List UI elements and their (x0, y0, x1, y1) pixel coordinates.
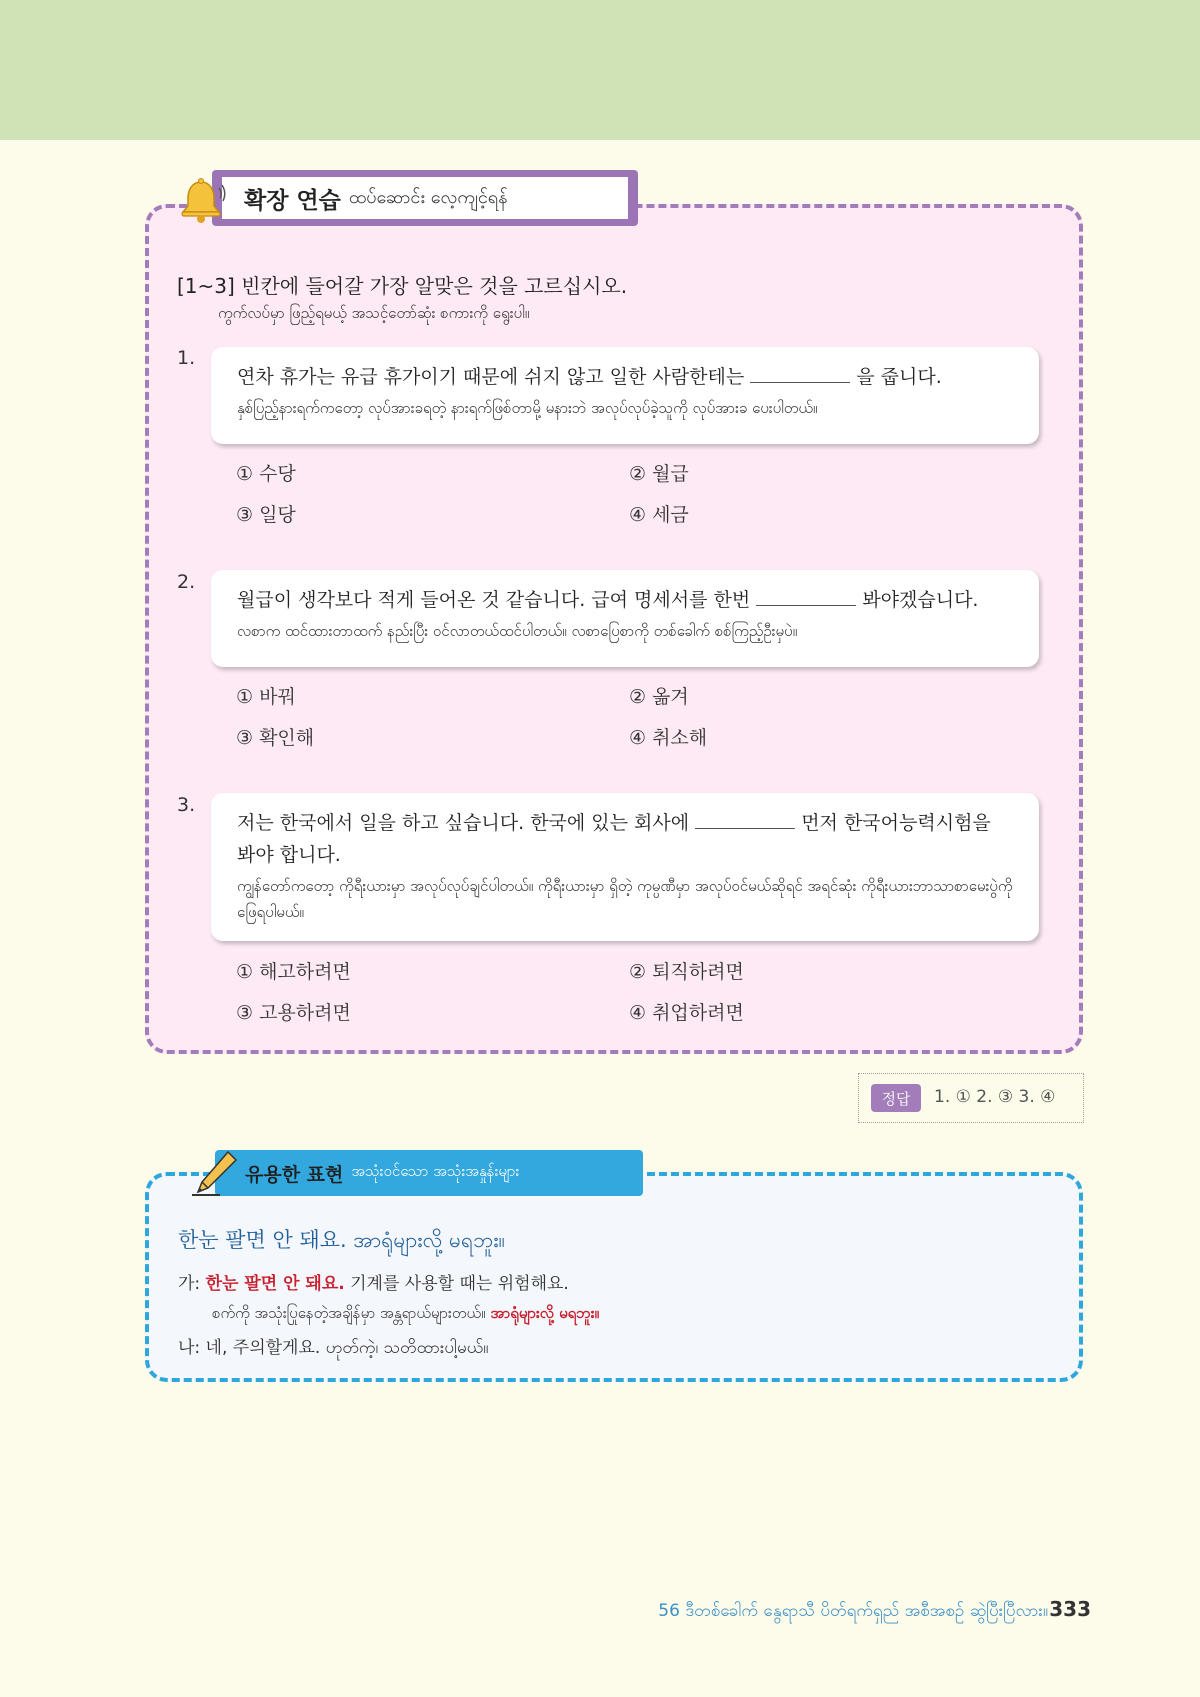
question-card (211, 793, 1039, 941)
question-translation: ကျွန်တော်ကတော့ ကိုရီးယားမှာ အလုပ်လုပ်ချင်ပါတယ်။ ကိုရီးယားမှာ ရှိတဲ့ ကုမ္ပဏီမှာ အလုပ်ဝင်မယ်ဆိုရင် အရင်ဆုံး ကိုရီးယားဘာသာစာမေးပွဲကို ဖြေရပါမယ်။ (237, 877, 1013, 921)
question-text: 저는 한국에서 일을 하고 싶습니다. 한국에 있는 회사에 (237, 812, 690, 834)
dialogue-line-translation: စက်ကို အသုံးပြုနေတဲ့အချိန်မှာ အန္တရာယ်များတယ်။ အာရုံများလို့ မရဘူး။ (212, 1304, 600, 1322)
option[interactable]: ③ 확인해 (236, 727, 315, 749)
question-text: 연차 휴가는 유급 휴가이기 때문에 쉬지 않고 일한 사람한테는 (237, 366, 745, 388)
question-number: 3. (177, 794, 196, 816)
answer-blank (756, 587, 856, 606)
option[interactable]: ② 옮겨 (629, 686, 689, 708)
option[interactable]: ① 바꿔 (236, 686, 296, 708)
answer-label: 정답 (871, 1084, 921, 1112)
option[interactable]: ① 수당 (236, 463, 296, 485)
question-number: 1. (177, 347, 196, 369)
question-card (211, 570, 1039, 667)
question-text: 월급이 생각보다 적게 들어온 것 같습니다. 급여 명세서를 한번 (237, 589, 751, 611)
question-text-end: 먼저 한국어능력시험을 봐야 합니다. (237, 812, 991, 866)
practice-subtitle: ထပ်ဆောင်း လေ့ကျင့်ရန် (348, 186, 508, 208)
page-number: 333 (1049, 1597, 1091, 1621)
option[interactable]: ④ 취소해 (629, 727, 708, 749)
answer-key (858, 1073, 1084, 1123)
top-color-band (0, 0, 1200, 140)
question-number: 2. (177, 571, 196, 593)
instruction-burmese: ကွက်လပ်မှာ ဖြည့်ရမယ့် အသင့်တော်ဆုံး စကားကို ရွေးပါ။ (218, 304, 530, 322)
answer-text: 1. ① 2. ③ 3. ④ (934, 1087, 1056, 1107)
instruction-korean: [1~3] 빈칸에 들어갈 가장 알맞은 것을 고르십시오. (177, 274, 628, 298)
option[interactable]: ③ 고용하려면 (236, 1002, 351, 1024)
question-translation: လစာက ထင်ထားတာထက် နည်းပြီး ဝင်လာတယ်ထင်ပါတယ်။ လစာပြေစာကို တစ်ခေါက် စစ်ကြည့်ဦးမှပဲ။ (237, 622, 798, 640)
chapter-footer: 56 ဒီတစ်ခေါက် နွေရာသီ ပိတ်ရက်ရှည် အစီအစဉ် ဆွဲပြီးပြီလား။ (658, 1601, 1048, 1621)
highlighted-expression: 한눈 팔면 안 돼요. (205, 1274, 345, 1294)
expression-header (215, 1150, 643, 1196)
question-translation: နှစ်ပြည့်နားရက်ကတော့ လုပ်အားခရတဲ့ နားရက်ဖြစ်တာမို့ မနားဘဲ အလုပ်လုပ်ခဲ့သူကို လုပ်အားခ ပေးပါတယ်။ (237, 399, 818, 417)
option[interactable]: ① 해고하려면 (236, 961, 351, 983)
question-text-end: 봐야겠습니다. (862, 589, 979, 611)
bell-icon (176, 176, 226, 226)
expression-title: 유용한 표현 (245, 1163, 344, 1186)
pen-icon (190, 1148, 240, 1198)
option[interactable]: ③ 일당 (236, 504, 296, 526)
option[interactable]: ② 월급 (629, 463, 689, 485)
option[interactable]: ② 퇴직하려면 (629, 961, 744, 983)
dialogue-line-ga: 가: 한눈 팔면 안 돼요. 기계를 사용할 때는 위험해요. (178, 1274, 569, 1294)
expression-heading: 한눈 팔면 안 돼요. အာရုံများလို့ မရဘူး။ (178, 1228, 505, 1252)
practice-title: 확장 연습 (244, 187, 341, 214)
option[interactable]: ④ 취업하려면 (629, 1002, 744, 1024)
option[interactable]: ④ 세금 (629, 504, 689, 526)
expression-subtitle: အသုံးဝင်သော အသုံးအနှုန်းများ (351, 1162, 520, 1180)
answer-blank (750, 364, 850, 383)
question-text-end: 을 줍니다. (856, 366, 942, 388)
answer-blank (695, 810, 795, 829)
question-card (211, 347, 1039, 444)
dialogue-line-na: 나: 네, 주의할게요. ဟုတ်ကဲ့၊ သတိထားပါ့မယ်။ (178, 1338, 489, 1358)
highlighted-translation: အာရုံများလို့ မရဘူး။ (490, 1304, 600, 1322)
practice-header (212, 170, 638, 226)
